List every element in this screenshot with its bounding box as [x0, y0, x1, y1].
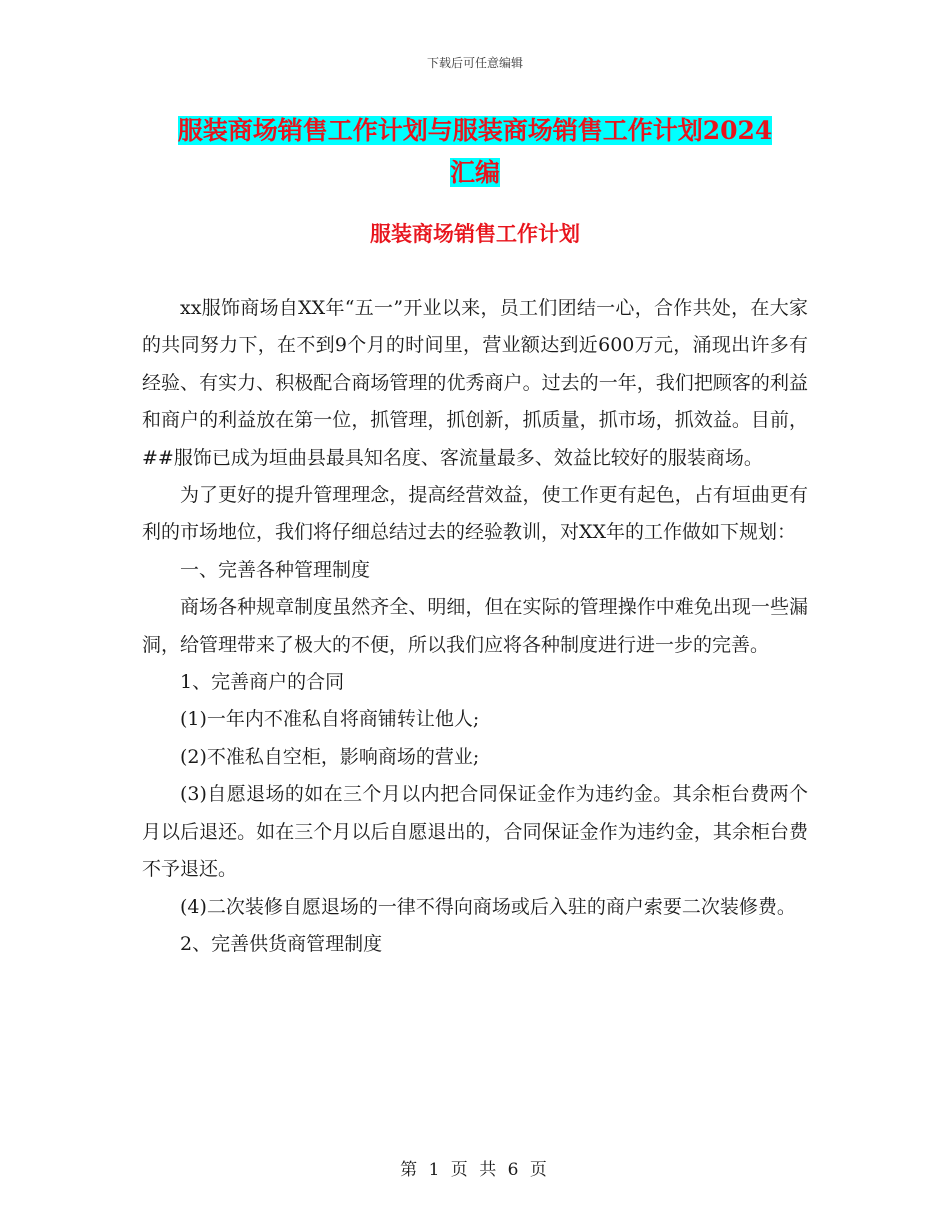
heading-item-2: 2、完善供货商管理制度: [180, 932, 383, 955]
document-title: [140, 110, 810, 194]
title-line-2: 汇编: [449, 158, 500, 187]
heading-item-1: 1、完善商户的合同: [180, 671, 345, 694]
title-line-1: 服装商场销售工作计划与服装商场销售工作计划2024: [177, 116, 773, 145]
document-body: [142, 290, 808, 963]
list-item: (3)自愿退场的如在三个月以内把合同保证金作为违约金。其余柜台费两个月以后退还。如在三个月以后自愿退出的，合同保证金作为违约金，其余柜台费不予退还。: [142, 783, 808, 881]
list-item: (4)二次装修自愿退场的一律不得向商场或后入驻的商户索要二次装修费。: [180, 895, 796, 918]
paragraph-rules: 商场各种规章制度虽然齐全、明细，但在实际的管理操作中难免出现一些漏洞，给管理带来了极大的不便，所以我们应将各种制度进行进一步的完善。: [142, 596, 808, 656]
list-item: (1)一年内不准私自将商铺转让他人;: [180, 708, 480, 731]
paragraph-plan: 为了更好的提升管理理念，提高经营效益，使工作更有起色，占有垣曲更有利的市场地位，我们将仔细总结过去的经验教训，对XX年的工作做如下规划：: [142, 484, 808, 544]
paragraph-intro: xx服饰商场自XX年“五一”开业以来，员工们团结一心，合作共处，在大家的共同努力下，在不到9个月的时间里，营业额达到近600万元，涌现出许多有经验、有实力、积极配合商场管理的优秀商户。过去的一年，我们把顾客的利益和商户的利益放在第一位，抓管理，抓创新，抓质量，抓市场，抓效益。目前，##服饰已成为垣曲县最具知名度、客流量最多、效益比较好的服装商场。: [142, 297, 808, 469]
list-item: (2)不准私自空柜，影响商场的营业;: [180, 745, 480, 768]
heading-section-1: 一、完善各种管理制度: [180, 558, 371, 581]
section-title: 服装商场销售工作计划: [370, 221, 580, 246]
page-footer: 第 1 页 共 6 页: [400, 1160, 550, 1180]
page-header: 下载后可任意编辑: [426, 56, 523, 70]
